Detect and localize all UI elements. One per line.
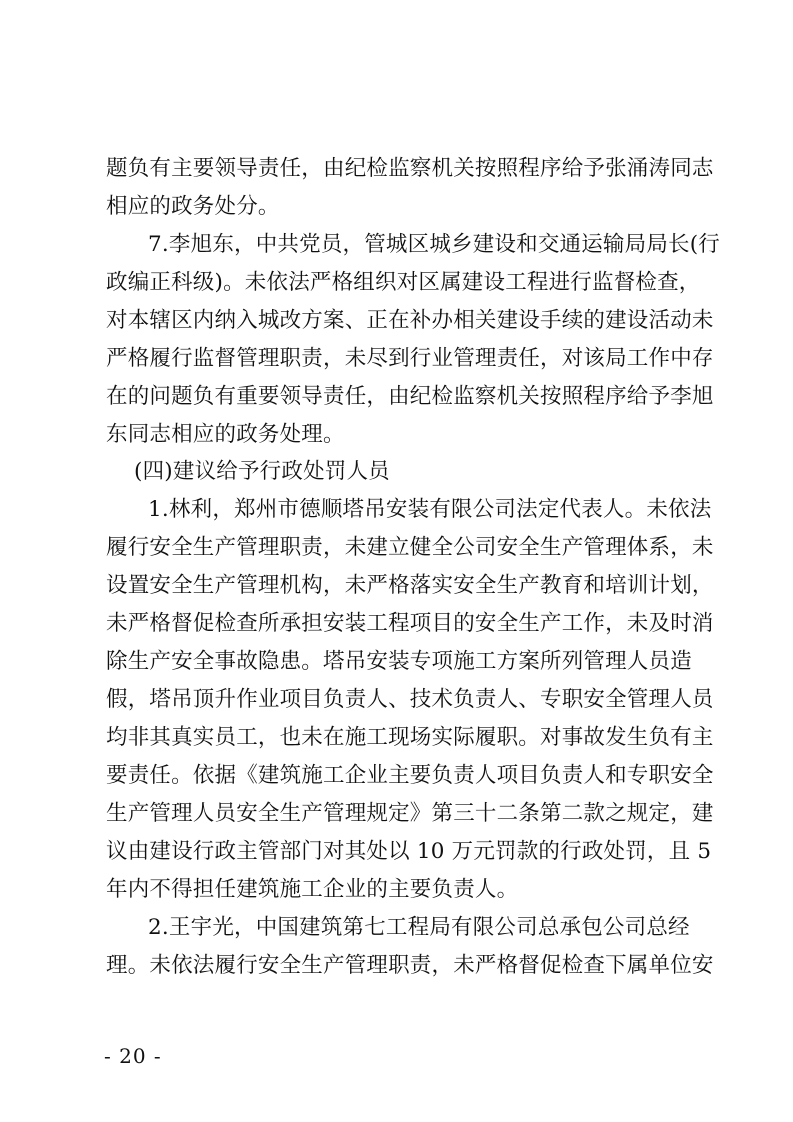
- text-line: 在的问题负有重要领导责任，由纪检监察机关按照程序给予李旭: [106, 384, 714, 409]
- text-line: 东同志相应的政务处理。: [106, 422, 345, 447]
- text-line: 议由建设行政主管部门对其处以 10 万元罚款的行政处罚，且 5: [106, 839, 712, 864]
- text-line: 假，塔吊顶升作业项目负责人、技术负责人、专职安全管理人员: [106, 687, 714, 712]
- text-line: 履行安全生产管理职责，未建立健全公司安全生产管理体系，未: [106, 535, 714, 560]
- text-line: 设置安全生产管理机构，未严格落实安全生产教育和培训计划，: [106, 573, 714, 598]
- text-line: 对本辖区内纳入城改方案、正在补办相关建设手续的建设活动未: [106, 308, 714, 333]
- text-line: 1.林利，郑州市德顺塔吊安装有限公司法定代表人。未依法: [148, 497, 712, 522]
- text-line: 未严格督促检查所承担安装工程项目的安全生产工作，未及时消: [106, 611, 714, 636]
- text-line: 要责任。依据《建筑施工企业主要负责人项目负责人和专职安全: [106, 763, 714, 788]
- page-number: - 20 -: [104, 1044, 162, 1068]
- text-line: 生产管理人员安全生产管理规定》第三十二条第二款之规定，建: [106, 801, 714, 826]
- text-line: 理。未依法履行安全生产管理职责，未严格督促检查下属单位安: [106, 953, 714, 978]
- text-line: 2.王宇光，中国建筑第七工程局有限公司总承包公司总经: [148, 915, 690, 940]
- text-line: 相应的政务处分。: [106, 194, 280, 219]
- text-line: 年内不得担任建筑施工企业的主要负责人。: [106, 877, 519, 902]
- text-line: 7.李旭东，中共党员，管城区城乡建设和交通运输局局长(行: [148, 232, 721, 257]
- section-heading: (四)建议给予行政处罚人员: [134, 459, 390, 484]
- text-line: 除生产安全事故隐患。塔吊安装专项施工方案所列管理人员造: [106, 649, 692, 674]
- text-line: 政编正科级)。未依法严格组织对区属建设工程进行监督检查，: [106, 270, 701, 295]
- text-line: 题负有主要领导责任，由纪检监察机关按照程序给予张涌涛同志: [106, 156, 714, 181]
- text-line: 均非其真实员工，也未在施工现场实际履职。对事故发生负有主: [106, 725, 714, 750]
- text-line: 严格履行监督管理职责，未尽到行业管理责任，对该局工作中存: [106, 346, 714, 371]
